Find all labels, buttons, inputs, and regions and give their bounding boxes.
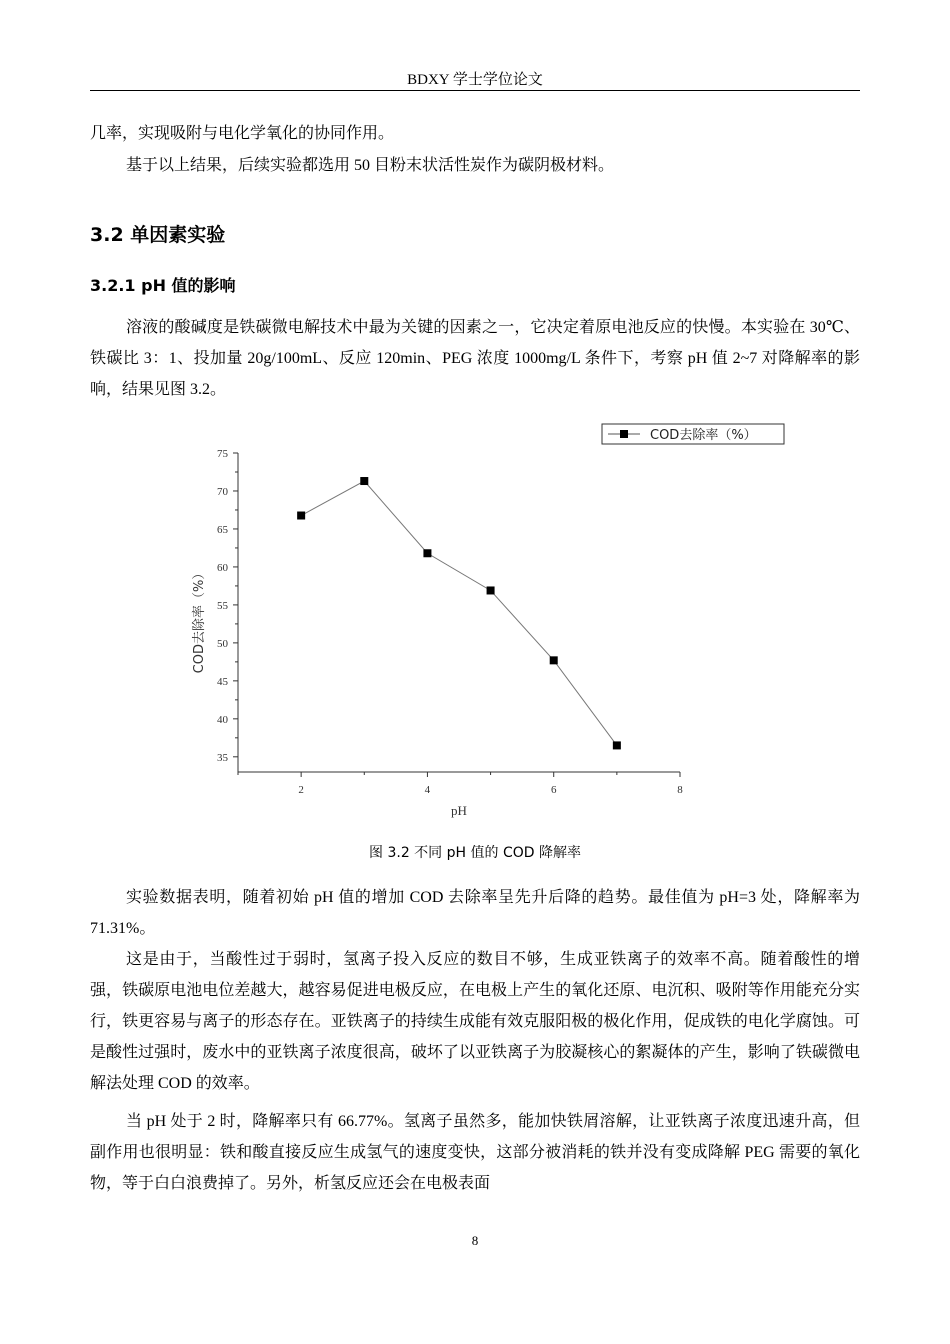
paragraph-4: 实验数据表明，随着初始 pH 值的增加 COD 去除率呈先升后降的趋势。最佳值为 pH=3 处，降解率为 71.31%。 [90,889,860,937]
header-title: BDXY 学士学位论文 [407,72,543,88]
y-tick-label: 60 [217,561,228,574]
data-point [487,586,495,594]
data-point [297,512,305,520]
y-axis-label: COD去除率（%） [192,566,207,674]
paragraph-3: 溶液的酸碱度是铁碳微电解技术中最为关键的因素之一，它决定着原电池反应的快慢。本实验在 30℃、铁碳比 3：1、投加量 20g/100mL、反应 120min、PEG 浓度 1000mg/L 条件下，考察 pH 值 2~7 对降解率的影响，结果见图 3.2。 [90,319,860,398]
paragraph-1: 几率，实现吸附与电化学氧化的协同作用。 [90,125,395,142]
paragraph-2: 基于以上结果，后续实验都选用 50 目粉末状活性炭作为碳阴极材料。 [126,157,615,174]
chart-legend [602,424,784,444]
x-axis-label: pH [451,803,467,818]
data-point [360,477,368,485]
y-tick-label: 75 [217,448,228,460]
series-line [301,481,617,745]
y-tick-label: 50 [217,637,228,650]
paragraph-5: 这是由于，当酸性过于弱时，氢离子投入反应的数目不够，生成亚铁离子的效率不高。随着酸性的增强，铁碳原电池电位差越大，越容易促进电极反应，在电极上产生的氧化还原、电沉积、吸附等作用能充分实行，铁更容易与离子的形态存在。亚铁离子的持续生成能有效克服阳极的极化作用，促成铁的电化学腐蚀。可是酸性过强时，废水中的亚铁离子浓度很高，破坏了以亚铁离子为胶凝核心的絮凝体的产生，影响了铁碳微电解法处理 COD 的效率。 [90,951,860,1092]
x-tick-label: 8 [677,784,683,796]
legend-marker [620,430,628,438]
section-heading: 3.2 单因素实验 [90,224,226,246]
data-point [613,741,621,749]
x-tick-label: 4 [424,784,431,796]
chart-marks [297,477,621,749]
x-tick-label: 2 [298,784,304,796]
subsection-heading: 3.2.1 pH 值的影响 [90,276,236,295]
y-tick-label: 65 [217,523,228,536]
y-tick-label: 40 [217,713,228,726]
data-point [550,656,558,664]
page-number: 8 [471,1233,479,1248]
y-tick-label: 35 [217,751,228,764]
legend-label: COD去除率（%） [650,428,757,443]
y-tick-label: 70 [217,485,228,498]
y-tick-label: 45 [217,675,228,688]
y-tick-label: 55 [217,599,228,612]
x-tick-label: 6 [550,784,557,796]
figure-caption: 图 3.2 不同 pH 值的 COD 降解率 [369,845,581,861]
paragraph-6: 当 pH 处于 2 时，降解率只有 66.77%。氢离子虽然多，能加快铁屑溶解，让亚铁离子浓度迅速升高，但副作用也很明显：铁和酸直接反应生成氢气的速度变快，这部分被消耗的铁并没有变成降解 PEG 需要的氧化物，等于白白浪费掉了。另外，析氢反应还会在电极表面 [90,1113,860,1192]
data-point [423,549,431,557]
